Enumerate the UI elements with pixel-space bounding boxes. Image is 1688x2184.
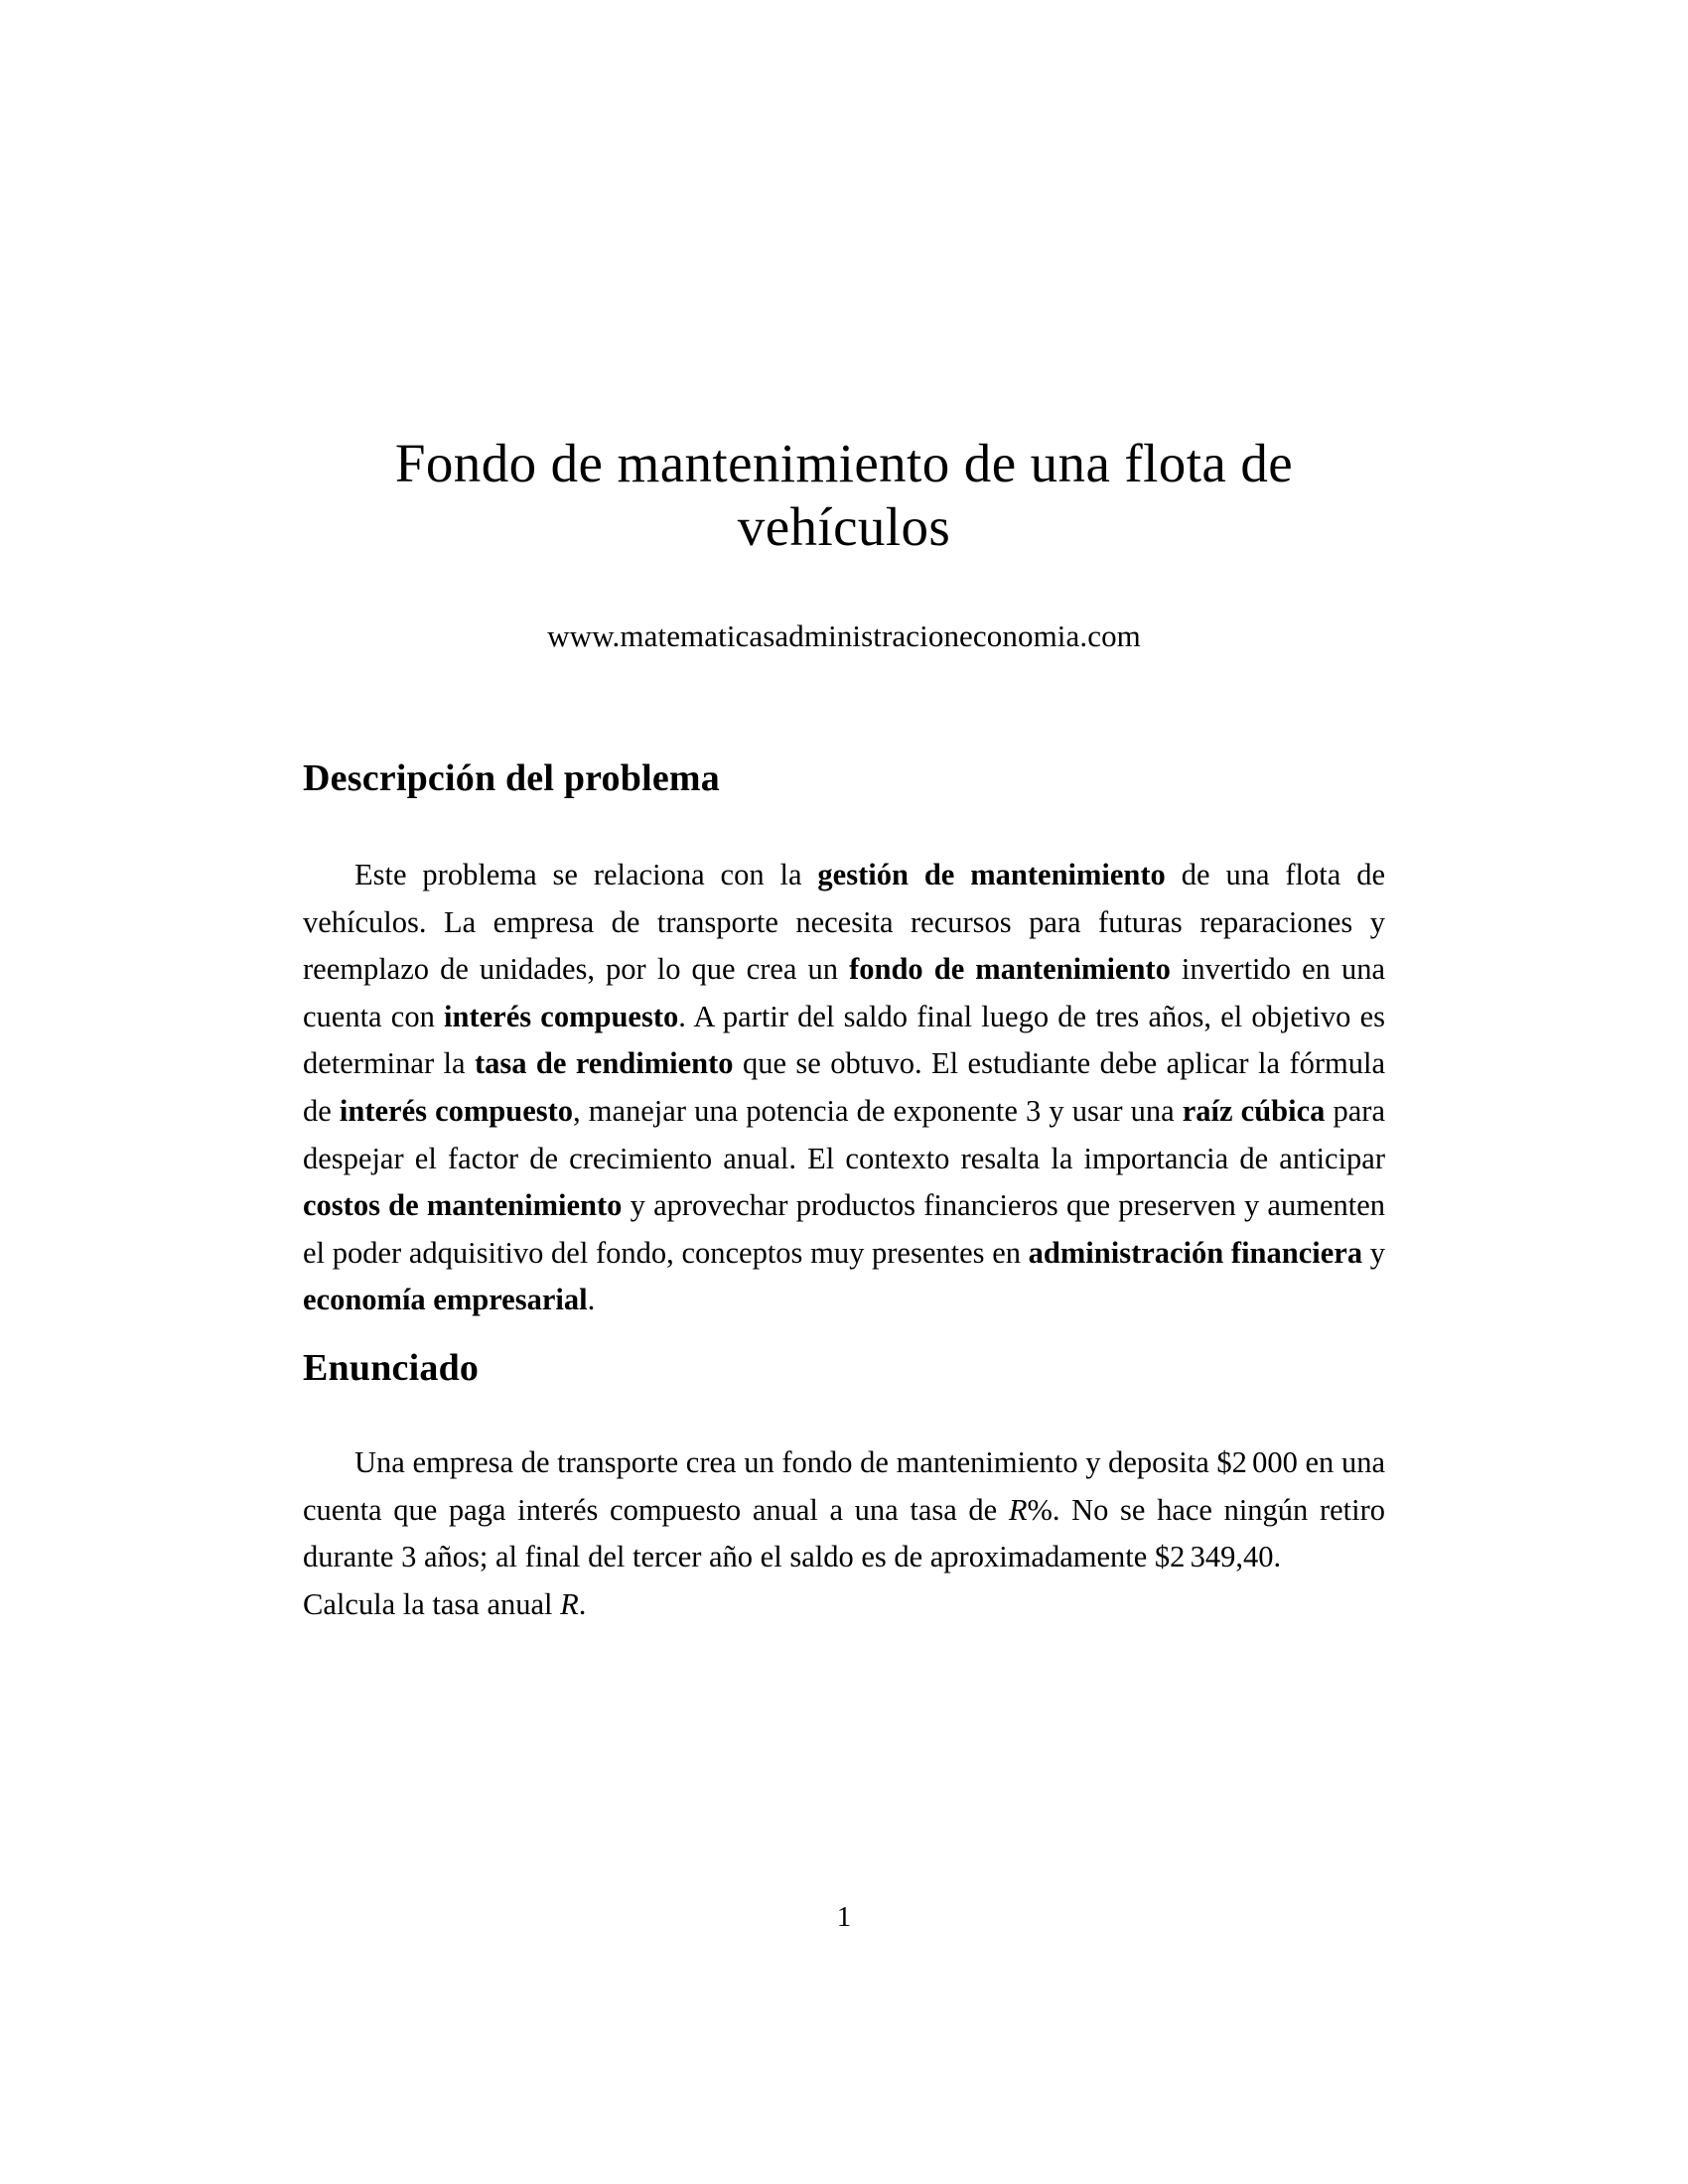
text-run: que se obtuvo. El estudiante debe aplicar la fórmula de [303,1046,1385,1128]
math-variable-rate: R [1008,1492,1028,1527]
emphasis-economia-empresarial: economía empresarial [303,1283,588,1317]
section-heading-descripcion: Descripción del problema [303,757,720,799]
text-run: %. No se hace ningún retiro durante 3 años; al final del tercer año el saldo es de aproximadamente $2 [303,1492,1385,1574]
section-body-enunciado [303,1439,1385,1628]
paragraph-enunciado [303,1439,1385,1581]
emphasis-costos-mantenimiento: costos de mantenimiento [303,1188,623,1223]
emphasis-interes-compuesto-2: interés compuesto [339,1093,574,1128]
text-run: Una empresa de transporte crea un fondo de mantenimiento y deposita $2 [354,1445,1247,1479]
emphasis-administracion-financiera: administración financiera [1028,1235,1363,1270]
text-run: Calcula la tasa anual [303,1586,561,1621]
text-run: Este problema se relaciona con la [354,858,818,891]
text-run: . [578,1586,587,1621]
math-variable-rate-2: R [560,1586,579,1621]
section-body-descripcion [303,852,1385,1324]
text-run: . [587,1283,596,1317]
page-number: 1 [836,1901,852,1933]
paragraph-enunciado-question [303,1581,1385,1629]
text-run: invertido en una cuenta con [303,952,1385,1033]
title-block [303,432,1385,654]
text-run: 000 en una cuenta que paga interés compuesto anual a una tasa de [303,1445,1385,1527]
source-url: www.matematicasadministracioneconomia.com [547,617,1141,653]
text-run: 349,40. [1190,1540,1282,1574]
emphasis-gestion-mantenimiento: gestión de mantenimiento [817,858,1166,891]
text-run: para despejar el factor de crecimiento anual. El contexto resalta la importancia de anticipar [303,1093,1385,1175]
emphasis-raiz-cubica: raíz cúbica [1182,1093,1326,1128]
text-run: . A partir del saldo final luego de tres años, el objetivo es determinar la [303,999,1385,1081]
paragraph-descripcion [303,852,1385,1324]
emphasis-fondo-mantenimiento: fondo de mantenimiento [849,952,1171,987]
text-run: de una flota de vehículos. La empresa de transporte necesita recursos para futuras reparaciones y reemplazo de unidades, por lo que crea un [303,858,1385,987]
emphasis-interes-compuesto: interés compuesto [444,999,679,1033]
text-run: , manejar una potencia de exponente 3 y usar una [573,1093,1183,1128]
section-heading-enunciado: Enunciado [303,1347,480,1389]
text-run: y [1362,1235,1386,1270]
page-title: Fondo de mantenimiento de una flota de vehículos [394,433,1294,558]
emphasis-tasa-rendimiento: tasa de rendimiento [474,1046,734,1081]
text-run: y aprovechar productos financieros que preserven y aumenten el poder adquisitivo del fondo, conceptos muy presentes en [303,1188,1385,1270]
